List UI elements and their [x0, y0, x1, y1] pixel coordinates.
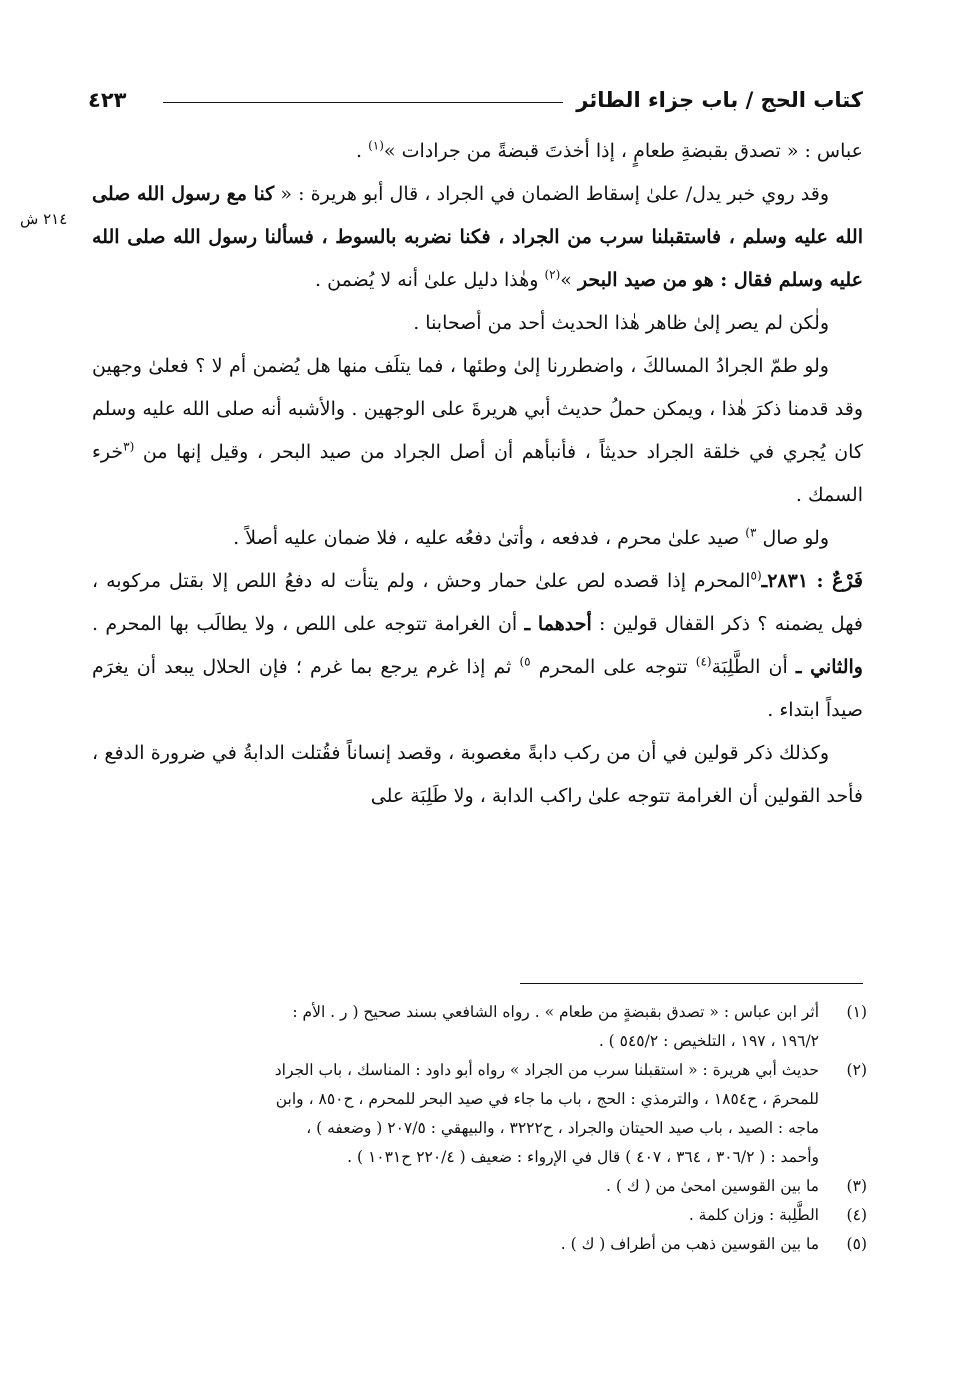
text-run: فَرْعٌ : ٢٨٣١ـ — [761, 570, 863, 592]
footnote-marker: (٣ — [123, 439, 135, 454]
footnote — [92, 1201, 867, 1230]
footnote-line: للمحرمَ ، ح١٨٥٤ ، والترمذي : الحج ، باب ما جاء في صيد البحر للمحرم ، ح٨٥٠ ، وابن — [275, 1090, 819, 1108]
margin-folio-note: ٢١٤ ش — [20, 210, 68, 228]
text-run: أن الطَّلِبَة — [711, 656, 796, 678]
footnote-line: أثر ابن عباس : « تصدق بقبضةٍ من طعام » . رواه الشافعي بسند صحيح ( ر . الأم : — [292, 1003, 819, 1021]
footnote — [92, 1230, 867, 1259]
paragraph — [92, 302, 863, 345]
footnote-number: (٢) — [846, 1061, 867, 1079]
footnote-number: (٤) — [846, 1206, 867, 1224]
paragraph — [92, 560, 863, 732]
footnote — [92, 1056, 867, 1172]
footnote — [92, 998, 867, 1056]
text-run: تتوجه على المحرم — [530, 656, 696, 678]
footnote-marker: (٥ — [750, 568, 762, 583]
footnote-text — [92, 1056, 819, 1172]
paragraph — [92, 345, 863, 517]
text-run: وقد روي خبر يدل/ علىٰ إسقاط الضمان في الجراد ، قال أبو هريرة : « — [274, 183, 829, 205]
text-run: أن الغرامة تتوجه على اللص ، ولا يطالَب بها المحرم . — [92, 613, 525, 635]
footnote-marker: (٤) — [695, 654, 712, 669]
paragraph — [92, 130, 863, 173]
footnote-text — [92, 1172, 819, 1201]
text-run: ولو صال — [756, 527, 829, 549]
main-text — [92, 130, 863, 818]
text-run: والثاني ـ — [795, 656, 863, 678]
footnotes — [92, 998, 867, 1259]
footnote-number: (١) — [846, 1003, 867, 1021]
footnote-line: ما بين القوسين امحىٰ من ( ك ) . — [605, 1177, 819, 1195]
header-rule — [163, 102, 563, 103]
text-run: وهٰذا دليل علىٰ أنه لا يُضمن . — [315, 269, 545, 291]
text-run: ولو طمّ الجرادُ المسالكَ ، واضطررنا إلىٰ وطئها ، فما يتلَف منها هل يُضمن أم لا ؟ فعلىٰ وجهين وقد قدمنا ذكرَ هٰذا ، ويمكن حملُ حديث أبي هريرةَ على الوجهين . والأشبه أنه صلى الله عليه وسلم كان يُجري في خلقة الجراد حديثاً ، فأنبأهم أن أصل الجراد من صيد البحر ، وقيل إنها من — [92, 355, 863, 463]
text-run: خرء السمك . — [92, 441, 863, 506]
text-run: عباس : « تصدق بقبضةِ طعامٍ ، إذا أخذتَ قبضةً من جرادات » — [383, 140, 863, 162]
footnote-line: الطَّلِبة : وزان كلمة . — [688, 1206, 819, 1224]
footnote-separator — [520, 983, 863, 984]
page-number: ٤٢٣ — [88, 88, 127, 112]
footnote-line: ١٩٦/٢ ، ١٩٧ ، التلخيص : ٥٤٥/٢ ) . — [598, 1032, 819, 1050]
text-run: » — [560, 269, 578, 291]
text-run: وكذلك ذكر قولين في أن من ركب دابةً مغصوبة ، وقصد إنساناً فقُتلت الدابةُ في ضرورة الدفع ، فأحد القولين أن الغرامة تتوجه علىٰ راكب الدابة ، ولا طَلِبَة على — [92, 742, 863, 807]
footnote-line: ماجه : الصيد ، باب صيد الحيتان والجراد ، ح٣٢٢٢ ، والبيهقي : ٢٠٧/٥ ( وضعفه ) ، — [306, 1119, 819, 1137]
footnote — [92, 1172, 867, 1201]
footnote-marker: ٥) — [519, 654, 531, 669]
running-header — [88, 88, 863, 120]
footnote-marker: (١) — [368, 138, 384, 153]
footnote-line: وأحمد : ( ٣٠٦/٢ ، ٣٦٤ ، ٤٠٧ ) قال في الإرواء : ضعيف ( ٢٢٠/٤ ح١٠٣١ ) . — [347, 1148, 819, 1166]
text-run: كنا مع رسول الله صلى الله عليه وسلم ، فاستقبلنا سرب من الجراد ، فكنا نضربه بالسوط ، فسألنا رسول الله صلى الله عليه وسلم فقال : هو من صيد البحر — [92, 183, 863, 291]
text-run: صيد علىٰ محرم ، فدفعه ، وأتىٰ دفعُه عليه ، فلا ضمان عليه أصلاً . — [233, 527, 746, 549]
footnote-marker: ٣) — [745, 525, 757, 540]
paragraph — [92, 173, 863, 302]
footnote-line: ما بين القوسين ذهب من أطراف ( ك ) . — [560, 1235, 819, 1253]
text-run: ثم إذا غرم يرجع بما غرم ؛ فإن الحلال يبعد أن يغرَم صيداً ابتداء . — [92, 656, 863, 721]
footnote-number: (٣) — [846, 1177, 867, 1195]
paragraph — [92, 517, 863, 560]
footnote-text — [92, 998, 819, 1056]
text-run: المحرم إذا قصده لص علىٰ حمار وحش ، ولم يتأت له دفعُ اللص إلا بقتل مركوبه ، فهل يضمنه ؟ ذكر القفال قولين : — [92, 570, 863, 635]
footnote-text — [92, 1230, 819, 1259]
footnote-marker: (٢) — [544, 267, 561, 282]
chapter-title: كتاب الحج / باب جزاء الطائر — [576, 88, 863, 112]
text-run: أحدهما ـ — [524, 613, 592, 635]
footnote-text — [92, 1201, 819, 1230]
text-run: . — [355, 140, 369, 162]
footnote-line: حديث أبي هريرة : « استقبلنا سرب من الجراد » رواه أبو داود : المناسك ، باب الجراد — [274, 1061, 819, 1079]
footnote-number: (٥) — [846, 1235, 867, 1253]
text-run: ولٰكن لم يصر إلىٰ ظاهر هٰذا الحديث أحد من أصحابنا . — [413, 312, 829, 334]
paragraph — [92, 732, 863, 818]
